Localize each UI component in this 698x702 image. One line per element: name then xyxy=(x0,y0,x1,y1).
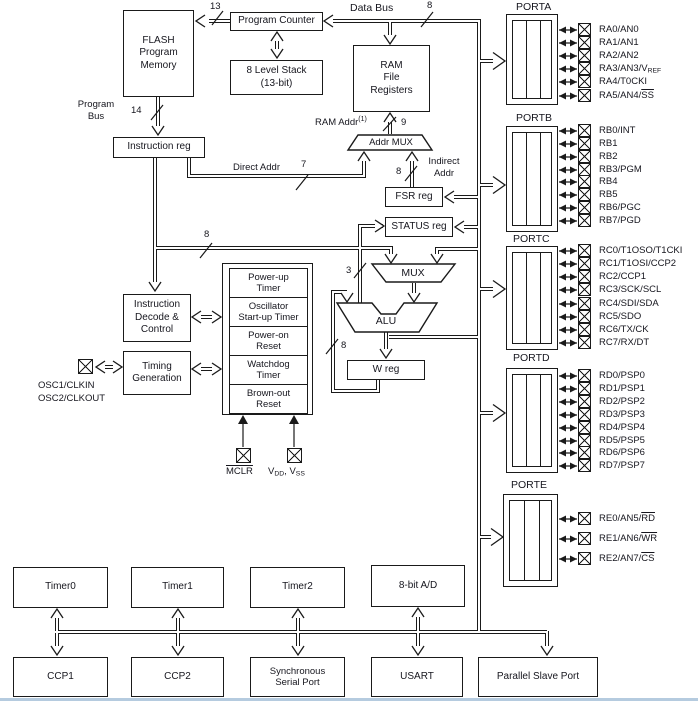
port-divider xyxy=(539,500,540,581)
pin-row xyxy=(558,532,657,545)
bidir-arrow-icon xyxy=(558,246,578,256)
osc1-clkin-label: OSC1/CLKIN xyxy=(38,380,95,391)
pin-label: $RA3/AN3/V_{REF}$ xyxy=(599,62,662,75)
block-line: Memory xyxy=(140,59,177,71)
bidir-arrow-icon xyxy=(558,514,578,524)
pin-pad-icon xyxy=(578,336,591,349)
block-line: FLASH xyxy=(142,34,175,46)
pin-row xyxy=(558,89,654,102)
watchdog-timer-block xyxy=(229,355,308,385)
pin-row xyxy=(558,297,659,310)
block-line: Registers xyxy=(370,84,413,96)
fsr-reg-block xyxy=(385,187,443,207)
port-divider xyxy=(526,252,527,344)
pin-row xyxy=(558,512,655,525)
ccp2-block xyxy=(131,657,224,697)
vdd-vss-pin-pad-icon xyxy=(287,448,302,463)
bidir-arrow-icon xyxy=(558,554,578,564)
pin-label: RB3/PGM xyxy=(599,164,642,175)
pin-label: RC1/T1OSI/CCP2 xyxy=(599,258,677,269)
block-line: Timer xyxy=(256,283,281,294)
bidir-arrow-icon xyxy=(558,139,578,149)
bidir-arrow-icon xyxy=(558,461,578,471)
pin-row xyxy=(558,62,661,75)
block-line: Reset xyxy=(256,341,281,352)
block-line: CCP2 xyxy=(164,670,191,682)
block-line: Power-up xyxy=(248,271,289,283)
pin-label: RC6/TX/CK xyxy=(599,324,649,335)
pin-row xyxy=(558,175,617,188)
block-line: Power-on xyxy=(248,329,289,341)
pin-pad-icon xyxy=(578,244,591,257)
bidir-arrow-icon xyxy=(558,299,578,309)
block-line: Decode & xyxy=(135,311,179,323)
bidir-arrow-icon xyxy=(558,384,578,394)
block-line: CCP1 xyxy=(47,670,74,682)
bidir-arrow-icon xyxy=(558,397,578,407)
bidir-arrow-icon xyxy=(558,272,578,282)
ccp1-block xyxy=(13,657,108,697)
pin-label: RD5/PSP5 xyxy=(599,435,645,446)
block-line: FSR reg xyxy=(395,190,433,202)
wreg-bus-width: 8 xyxy=(341,340,347,351)
pin-label: RD3/PSP3 xyxy=(599,409,645,420)
flash-program-memory-block xyxy=(123,10,194,97)
bidir-arrow-icon xyxy=(558,91,578,101)
port-divider xyxy=(524,500,525,581)
program-counter-block xyxy=(230,12,323,31)
osc2-clkout-label: OSC2/CLKOUT xyxy=(38,393,106,404)
pin-row xyxy=(558,395,645,408)
bidir-arrow-icon xyxy=(558,423,578,433)
bidir-arrow-icon xyxy=(558,25,578,35)
block-line: Instruction xyxy=(133,299,181,311)
bidir-arrow-icon xyxy=(558,64,578,74)
pin-row xyxy=(558,421,645,434)
port-inner xyxy=(512,20,552,99)
status-reg-block xyxy=(385,217,453,237)
bidir-arrow-icon xyxy=(558,38,578,48)
pin-pad-icon xyxy=(578,283,591,296)
addr-mux-label: Addr MUX xyxy=(369,137,413,148)
bidir-arrow-icon xyxy=(558,534,578,544)
bidir-arrow-icon xyxy=(558,338,578,348)
block-line: Timer0 xyxy=(45,581,76,593)
pin-row xyxy=(558,257,676,270)
pin-label: RB5 xyxy=(599,189,618,200)
parallel-slave-port-block xyxy=(478,657,598,697)
bidir-arrow-icon xyxy=(558,285,578,295)
block-line: Timing xyxy=(142,360,172,372)
pin-row xyxy=(558,552,654,565)
port-divider xyxy=(540,374,541,467)
pin-label: RB2 xyxy=(599,151,618,162)
block-line: Synchronous xyxy=(269,665,326,677)
power-up-timer-block xyxy=(229,268,308,298)
port-divider xyxy=(540,252,541,344)
pin-row xyxy=(558,382,645,395)
alu-label: ALU xyxy=(375,315,397,327)
pin-pad-icon xyxy=(578,150,591,163)
direct-addr-label: Direct Addr xyxy=(233,162,280,173)
block-line: 8 Level Stack xyxy=(246,65,307,76)
oscillator-start-up-timer-block xyxy=(229,297,308,327)
portd-title: PORTD xyxy=(513,352,550,364)
osc-pin-pad-icon xyxy=(78,359,93,374)
pin-label: RD4/PSP4 xyxy=(599,422,645,433)
port-divider xyxy=(540,20,541,99)
vdd-vss-label: $V_{DD}$, $V_{SS}$ xyxy=(268,466,305,478)
pin-row xyxy=(558,23,639,36)
block-line: Timer xyxy=(256,370,281,381)
block-line: Control xyxy=(140,324,174,336)
bidir-arrow-icon xyxy=(558,190,578,200)
block-line: Brown-out xyxy=(246,387,291,399)
direct-addr-width: 7 xyxy=(301,159,307,170)
brown-out-reset-block xyxy=(229,384,308,414)
pin-label: $RE2/AN7/\overline{CS}$ xyxy=(599,553,655,564)
pc-bus-width: 13 xyxy=(210,1,221,12)
pin-label: RC7/RX/DT xyxy=(599,337,650,348)
pin-label: RB7/PGD xyxy=(599,215,641,226)
block-line: Instruction reg xyxy=(127,141,191,153)
bidir-arrow-icon xyxy=(558,152,578,162)
porta-box xyxy=(506,14,558,105)
pin-label: RC5/SDO xyxy=(599,311,642,322)
block-line: Timer1 xyxy=(162,581,193,593)
bidir-arrow-icon xyxy=(558,51,578,61)
pin-row xyxy=(558,270,646,283)
pin-pad-icon xyxy=(578,421,591,434)
ram-addr-label: RAM Addr$^{(1)}$ xyxy=(315,116,367,128)
pin-row xyxy=(558,49,639,62)
bidir-arrow-icon xyxy=(558,216,578,226)
block-line: Reset xyxy=(256,399,281,410)
port-divider xyxy=(526,374,527,467)
portb-box xyxy=(506,126,558,232)
pin-label: RD7/PSP7 xyxy=(599,460,645,471)
data-bus-label: Data Bus xyxy=(350,2,394,14)
pin-label: RC2/CCP1 xyxy=(599,271,646,282)
pin-row xyxy=(558,137,617,150)
block-line: STATUS reg xyxy=(391,220,447,232)
block-line: 8-bit A/D xyxy=(398,579,438,591)
bidir-arrow-icon xyxy=(558,165,578,175)
bidir-arrow-icon xyxy=(558,436,578,446)
pin-row xyxy=(558,408,645,421)
port-divider xyxy=(540,132,541,226)
pin-pad-icon xyxy=(578,459,591,472)
block-line: Serial Port xyxy=(275,677,320,688)
port-inner xyxy=(512,374,552,467)
page-footer-rule xyxy=(0,698,698,701)
pin-label: $RA5/AN4/\overline{SS}$ xyxy=(599,89,654,101)
pin-row xyxy=(558,369,645,382)
stack-block xyxy=(230,60,323,95)
block-line: Start-up Timer xyxy=(238,312,299,323)
block-line: (13-bit) xyxy=(260,77,293,89)
pin-pad-icon xyxy=(578,532,591,545)
indirect-addr-width: 8 xyxy=(396,166,402,177)
reset-pin-arrows xyxy=(238,415,299,447)
portc-title: PORTC xyxy=(513,233,550,245)
pin-row xyxy=(558,188,617,201)
timer1-block xyxy=(131,567,224,608)
pin-row xyxy=(558,124,635,137)
bidir-arrow-icon xyxy=(558,259,578,269)
mclr-pin-pad-icon xyxy=(236,448,251,463)
block-line: Program Counter xyxy=(238,15,315,27)
program-bus-label: Program Bus xyxy=(77,99,115,122)
port-inner xyxy=(509,500,552,581)
pin-label: RD6/PSP6 xyxy=(599,447,645,458)
pin-label: $RE1/AN6/\overline{WR}$ xyxy=(599,533,658,544)
block-line: Program xyxy=(139,47,178,59)
pin-pad-icon xyxy=(578,75,591,88)
indirect-addr-label: Indirect Addr xyxy=(428,156,460,179)
bidir-arrow-icon xyxy=(558,312,578,322)
bidir-arrow-icon xyxy=(558,126,578,136)
pin-pad-icon xyxy=(578,175,591,188)
block-line: Watchdog xyxy=(247,358,290,370)
pin-pad-icon xyxy=(578,201,591,214)
adc-block xyxy=(371,565,465,607)
pin-pad-icon xyxy=(578,323,591,336)
pin-label: RA4/T0CKI xyxy=(599,75,648,87)
usart-block xyxy=(371,657,463,697)
pin-row xyxy=(558,323,649,336)
timing-generation-block xyxy=(123,351,191,395)
ram-file-registers-block xyxy=(353,45,430,112)
pin-pad-icon xyxy=(578,446,591,459)
bidir-arrow-icon xyxy=(558,203,578,213)
synchronous-serial-port-block xyxy=(250,657,345,697)
pin-label: RA2/AN2 xyxy=(599,49,639,61)
port-divider xyxy=(526,20,527,99)
pin-row xyxy=(558,446,645,459)
port-divider xyxy=(526,132,527,226)
pin-label: RD1/PSP1 xyxy=(599,383,645,394)
timer2-block xyxy=(250,567,345,608)
pin-label: RB6/PGC xyxy=(599,202,641,213)
block-line: File xyxy=(383,72,400,84)
ram-addr-width: 9 xyxy=(401,117,407,128)
pin-pad-icon xyxy=(578,297,591,310)
pin-pad-icon xyxy=(578,369,591,382)
bidir-arrow-icon xyxy=(558,77,578,87)
pin-label: RB1 xyxy=(599,138,618,149)
pin-row xyxy=(558,310,641,323)
block-line: Generation xyxy=(132,373,182,384)
bidir-arrow-icon xyxy=(558,325,578,335)
pin-row xyxy=(558,336,649,349)
block-line: Timer2 xyxy=(282,581,313,593)
pin-label: RB4 xyxy=(599,176,618,187)
pin-pad-icon xyxy=(578,89,591,102)
pin-pad-icon xyxy=(578,395,591,408)
port-inner xyxy=(512,132,552,226)
pin-pad-icon xyxy=(578,124,591,137)
program-bus-width: 14 xyxy=(131,105,142,116)
pin-pad-icon xyxy=(578,552,591,565)
pin-row xyxy=(558,36,639,49)
pin-pad-icon xyxy=(578,36,591,49)
mux-label: MUX xyxy=(401,267,425,279)
bidir-arrow-icon xyxy=(558,371,578,381)
porta-title: PORTA xyxy=(516,1,552,13)
bidir-arrow-icon xyxy=(558,410,578,420)
pin-label: RB0/INT xyxy=(599,125,636,136)
pin-pad-icon xyxy=(578,49,591,62)
pin-label: RA0/AN0 xyxy=(599,23,639,35)
block-line: Parallel Slave Port xyxy=(496,670,580,682)
mclr-label: MCLR xyxy=(226,466,253,477)
w-reg-block xyxy=(347,360,425,380)
pin-label: RD2/PSP2 xyxy=(599,396,645,407)
pin-label: RC3/SCK/SCL xyxy=(599,284,662,295)
pin-pad-icon xyxy=(578,214,591,227)
block-line: W reg xyxy=(372,363,400,375)
pin-pad-icon xyxy=(578,62,591,75)
pin-row xyxy=(558,75,647,88)
pin-pad-icon xyxy=(578,382,591,395)
portd-box xyxy=(506,368,558,473)
port-inner xyxy=(512,252,552,344)
pin-label: RA1/AN1 xyxy=(599,36,639,48)
instruction-reg-block xyxy=(113,137,205,158)
block-line: USART xyxy=(400,670,434,682)
data-bus-width: 8 xyxy=(427,0,433,11)
pin-row xyxy=(558,283,661,296)
pin-row xyxy=(558,201,641,214)
literal-bus-width: 8 xyxy=(204,229,210,240)
pin-pad-icon xyxy=(578,137,591,150)
pin-row xyxy=(558,244,682,257)
pin-row xyxy=(558,459,645,472)
portb-title: PORTB xyxy=(516,112,552,124)
porte-title: PORTE xyxy=(511,479,547,491)
pin-pad-icon xyxy=(578,270,591,283)
pin-label: RD0/PSP0 xyxy=(599,370,645,381)
pin-label: RC0/T1OSO/T1CKI xyxy=(599,245,683,256)
pin-pad-icon xyxy=(578,512,591,525)
pin-pad-icon xyxy=(578,23,591,36)
status-bus-width: 3 xyxy=(346,265,352,276)
bidir-arrow-icon xyxy=(558,448,578,458)
timer0-block xyxy=(13,567,108,608)
power-on-reset-block xyxy=(229,326,308,356)
pin-pad-icon xyxy=(578,188,591,201)
pin-label: RC4/SDI/SDA xyxy=(599,298,659,309)
block-line: RAM xyxy=(380,59,403,71)
pin-pad-icon xyxy=(578,310,591,323)
bidir-arrow-icon xyxy=(558,177,578,187)
pin-row xyxy=(558,150,617,163)
pin-label: $RE0/AN5/\overline{RD}$ xyxy=(599,513,655,524)
porte-box xyxy=(503,494,558,587)
instruction-decode-control-block xyxy=(123,294,191,342)
pin-pad-icon xyxy=(578,408,591,421)
pin-row xyxy=(558,214,641,227)
portc-box xyxy=(506,246,558,350)
pin-pad-icon xyxy=(578,257,591,270)
block-line: Oscillator xyxy=(248,300,289,312)
